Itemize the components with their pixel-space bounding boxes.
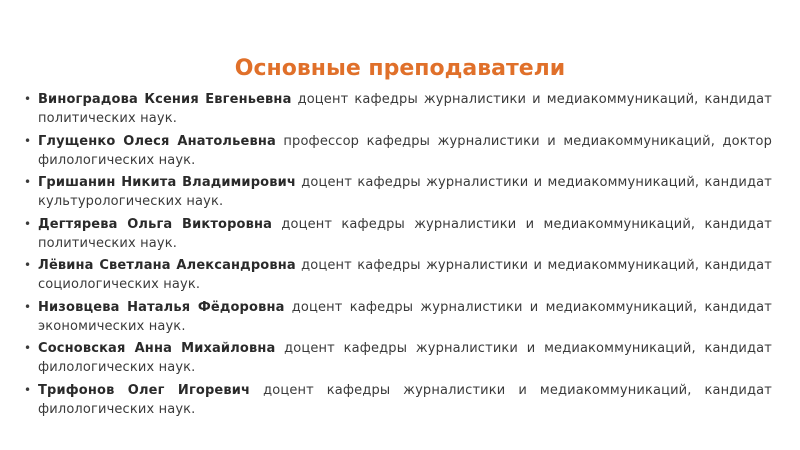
bullet-icon: •: [24, 258, 32, 272]
list-item: [24, 381, 772, 419]
list-item: [24, 132, 772, 170]
teacher-list: [24, 90, 772, 422]
teacher-description: доцент кафедры журналистики и медиакоммуникаций, кандидат филологических наук.: [38, 341, 772, 375]
list-item: [24, 215, 772, 253]
teacher-description: доцент кафедры журналистики и медиакоммуникаций, кандидат культурологических наук.: [38, 175, 773, 209]
teacher-name: Трифонов Олег Игоревич: [38, 382, 251, 398]
bullet-icon: •: [24, 299, 32, 314]
list-item: [24, 339, 772, 377]
teacher-name: Гришанин Никита Владимирович: [38, 175, 296, 190]
bullet-icon: •: [24, 341, 32, 355]
bullet-icon: •: [24, 175, 32, 189]
list-item: [24, 90, 772, 128]
teacher-name: Лёвина Светлана Александровна: [38, 258, 296, 273]
teacher-name: Сосновская Анна Михайловна: [38, 341, 276, 356]
list-item: [24, 256, 772, 294]
bullet-icon: •: [24, 133, 32, 148]
list-item: [24, 298, 772, 336]
teacher-description: доцент кафедры журналистики и медиакоммуникаций, кандидат политических наук.: [38, 216, 772, 251]
teacher-description: профессор кафедры журналистики и медиакоммуникаций, доктор филологических наук.: [38, 133, 773, 168]
slide-title: Основные преподаватели: [234, 56, 566, 81]
teacher-description: доцент кафедры журналистики и медиакоммуникаций, кандидат филологических наук.: [38, 382, 772, 417]
teacher-name: Низовцева Наталья Фёдоровна: [38, 299, 285, 315]
bullet-icon: •: [24, 92, 32, 106]
teacher-name: Глущенко Олеся Анатольевна: [38, 133, 276, 149]
bullet-icon: •: [24, 216, 32, 231]
teacher-description: доцент кафедры журналистики и медиакоммуникаций, кандидат социологических наук.: [38, 258, 772, 292]
bullet-icon: •: [24, 382, 32, 397]
list-item: [24, 173, 772, 211]
teacher-description: доцент кафедры журналистики и медиакоммуникаций, кандидат экономических наук.: [38, 299, 772, 334]
teacher-description: доцент кафедры журналистики и медиакоммуникаций, кандидат политических наук.: [38, 92, 772, 126]
teacher-name: Дегтярева Ольга Викторовна: [38, 216, 273, 232]
teacher-name: Виноградова Ксения Евгеньевна: [38, 92, 292, 107]
